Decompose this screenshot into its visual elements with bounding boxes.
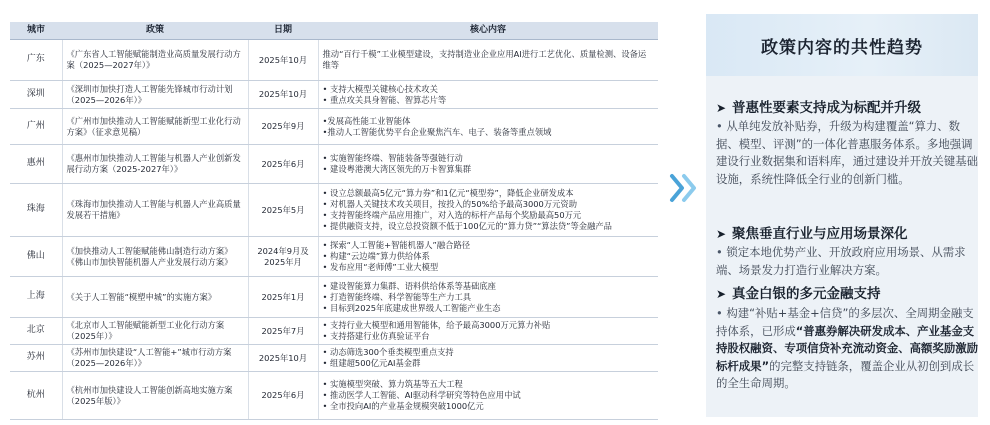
core-item: • 推动医学人工智能、AI驱动科学研究等特色应用中试 <box>322 390 521 401</box>
section-body-3 <box>716 305 978 393</box>
section-heading-2 <box>716 222 908 242</box>
cell-date: 2025年10月 <box>248 40 318 81</box>
section-body-text: 从单纯发放补贴券，升级为构建覆盖“算力、数据、模型、评测”的一体化普惠服务体系。多地强调建设行业数据集和语料库，通过建设并开放关键基础设施，系统性降低全行业的创新门槛。 <box>716 119 978 186</box>
cell-policy: 《苏州市加快建设“人工智能+”城市行动方案（2025—2026年）》 <box>62 345 248 372</box>
table-row <box>10 318 658 345</box>
core-item: 推动“百行千模”工业模型建设，支持制造业企业应用AI进行工艺优化、质量检测、设备运维等 <box>322 49 647 71</box>
core-item: • 实施智能终端、智能装备等强链行动 <box>322 153 463 164</box>
cell-policy: 《广州市加快推动人工智能赋能新型工业化行动方案》（征求意见稿） <box>62 109 248 145</box>
core-item: • 支持搭建行业仿真验证平台 <box>322 331 430 342</box>
core-item: • 实施模型突破、算力筑基等五大工程 <box>322 379 463 390</box>
core-item: •推动人工智能优势平台企业聚焦汽车、电子、装备等重点领域 <box>322 126 552 137</box>
cell-policy: 《北京市人工智能赋能新型工业化行动方案（2025年）》 <box>62 318 248 345</box>
cell-date: 2025年10月 <box>248 345 318 372</box>
section-heading-text: 真金白银的多元金融支持 <box>732 286 881 302</box>
cell-city: 杭州 <box>10 372 62 420</box>
cell-date: 2025年5月 <box>248 184 318 237</box>
cell-city: 苏州 <box>10 345 62 372</box>
core-item: • 组建超500亿元AI基金群 <box>322 358 421 369</box>
table-row <box>10 345 658 372</box>
table-header-row <box>10 22 658 40</box>
table-row <box>10 81 658 109</box>
col-header-core: 核心内容 <box>318 22 658 40</box>
cell-city: 广州 <box>10 109 62 145</box>
trends-panel <box>706 14 978 417</box>
bullet-dot-icon: • <box>716 245 723 259</box>
cell-policy: 《广东省人工智能赋能制造业高质量发展行动方案（2025—2027年）》 <box>62 40 248 81</box>
cell-core <box>318 345 658 372</box>
table-body <box>10 40 658 420</box>
section-body-emphasis: “普惠券解决研发成本、产业基金支持股权融资、专项信贷补充流动资金、高额奖励激励标杆成果” <box>716 323 978 373</box>
policy-table <box>10 22 658 420</box>
core-item: • 全市投向AI的产业基金规模突破1000亿元 <box>322 401 484 412</box>
section-body-1 <box>716 118 978 188</box>
section-body-2 <box>716 244 978 279</box>
core-item: • 发布应用“老师傅”工业大模型 <box>322 262 439 273</box>
cell-policy: 《加快推动人工智能赋能佛山制造行动方案》《佛山市加快智能机器人产业发展行动方案》 <box>62 237 248 277</box>
cell-policy: 《杭州市加快建设人工智能创新高地实施方案（2025年版）》 <box>62 372 248 420</box>
core-item: • 对机器人关键技术攻关项目，按投入的50%给予最高3000万元资助 <box>322 199 578 210</box>
arrow-right-icon: ➤ <box>716 227 727 241</box>
table-row <box>10 237 658 277</box>
cell-city: 珠海 <box>10 184 62 237</box>
cell-core <box>318 109 658 145</box>
section-body-text: 锁定本地优势产业、开放政府应用场景、从需求端、场景发力打造行业解决方案。 <box>716 245 966 277</box>
core-item: • 重点攻关具身智能、智算芯片等 <box>322 94 447 105</box>
cell-date: 2025年7月 <box>248 318 318 345</box>
core-item: • 支持智能终端产品应用推广，对入选的标杆产品每个奖励最高50万元 <box>322 210 582 221</box>
cell-date: 2024年9月及2025年月 <box>248 237 318 277</box>
arrow-right-icon: ➤ <box>716 287 727 301</box>
cell-date: 2025年1月 <box>248 277 318 318</box>
cell-date: 2025年9月 <box>248 109 318 145</box>
cell-core <box>318 372 658 420</box>
cell-date: 2025年6月 <box>248 145 318 184</box>
core-item: • 打造智能终端、科学智能等生产力工具 <box>322 291 472 302</box>
cell-policy: 《关于人工智能“模塑申城”的实施方案》 <box>62 277 248 318</box>
cell-policy: 《惠州市加快推动人工智能与机器人产业创新发展行动方案（2025-2027年）》 <box>62 145 248 184</box>
panel-body <box>706 76 978 417</box>
chevron-right-double-icon <box>664 168 704 208</box>
core-item: • 建设粤港澳大湾区领先的万卡智算集群 <box>322 164 472 175</box>
section-heading-1 <box>716 96 921 116</box>
col-header-policy: 政策 <box>62 22 248 40</box>
col-header-date: 日期 <box>248 22 318 40</box>
cell-city: 北京 <box>10 318 62 345</box>
core-item: • 动态筛选300个垂类模型重点支持 <box>322 347 454 358</box>
core-item: • 提供融资支持，设立总投资额不低于100亿元的“算力贷”“算法贷”等金融产品 <box>322 220 612 231</box>
table-row <box>10 109 658 145</box>
core-item: • 支持大模型关键核心技术攻关 <box>322 83 438 94</box>
cell-core <box>318 40 658 81</box>
core-item: • 支持行业大模型和通用智能体，给予最高3000万元算力补贴 <box>322 320 551 331</box>
arrow-right-icon: ➤ <box>716 101 727 115</box>
table-row <box>10 145 658 184</box>
cell-policy: 《深圳市加快打造人工智能先锋城市行动计划（2025—2026年）》 <box>62 81 248 109</box>
bullet-dot-icon: • <box>716 306 723 320</box>
cell-policy: 《珠海市加快推动人工智能与机器人产业高质量发展若干措施》 <box>62 184 248 237</box>
core-item: • 建设智能算力集群、语料供给体系等基础底座 <box>322 280 496 291</box>
table-row <box>10 277 658 318</box>
core-item: • 探索“人工智能+智能机器人”融合路径 <box>322 240 471 251</box>
core-item: •发展高性能工业智能体 <box>322 115 411 126</box>
cell-city: 惠州 <box>10 145 62 184</box>
panel-title: 政策内容的共性趋势 <box>706 14 978 76</box>
cell-city: 佛山 <box>10 237 62 277</box>
section-body-text: 构建“补贴+基金+信贷”的多层次、全周期金融支持体系，已形成 <box>716 306 974 338</box>
cell-core <box>318 277 658 318</box>
cell-city: 上海 <box>10 277 62 318</box>
cell-core <box>318 184 658 237</box>
cell-core <box>318 81 658 109</box>
bullet-dot-icon: • <box>716 119 723 133</box>
cell-core <box>318 237 658 277</box>
section-heading-text: 普惠性要素支持成为标配并升级 <box>732 100 921 116</box>
table-row <box>10 184 658 237</box>
core-item: • 设立总额最高5亿元“算力券”和1亿元“模型券”，降低企业研发成本 <box>322 188 574 199</box>
core-item: • 目标到2025年底建成世界级人工智能产业生态 <box>322 302 501 313</box>
core-item: • 构建“云边端”算力供给体系 <box>322 251 430 262</box>
cell-city: 广东 <box>10 40 62 81</box>
cell-date: 2025年6月 <box>248 372 318 420</box>
section-heading-text: 聚焦垂直行业与应用场景深化 <box>732 226 908 242</box>
cell-city: 深圳 <box>10 81 62 109</box>
section-heading-3 <box>716 282 881 302</box>
section-body-text: 的完整支持链条，覆盖企业从初创到成长的全生命周期。 <box>716 358 975 390</box>
cell-core <box>318 318 658 345</box>
col-header-city: 城市 <box>10 22 62 40</box>
cell-date: 2025年10月 <box>248 81 318 109</box>
table-row <box>10 40 658 81</box>
table-row <box>10 372 658 420</box>
cell-core <box>318 145 658 184</box>
